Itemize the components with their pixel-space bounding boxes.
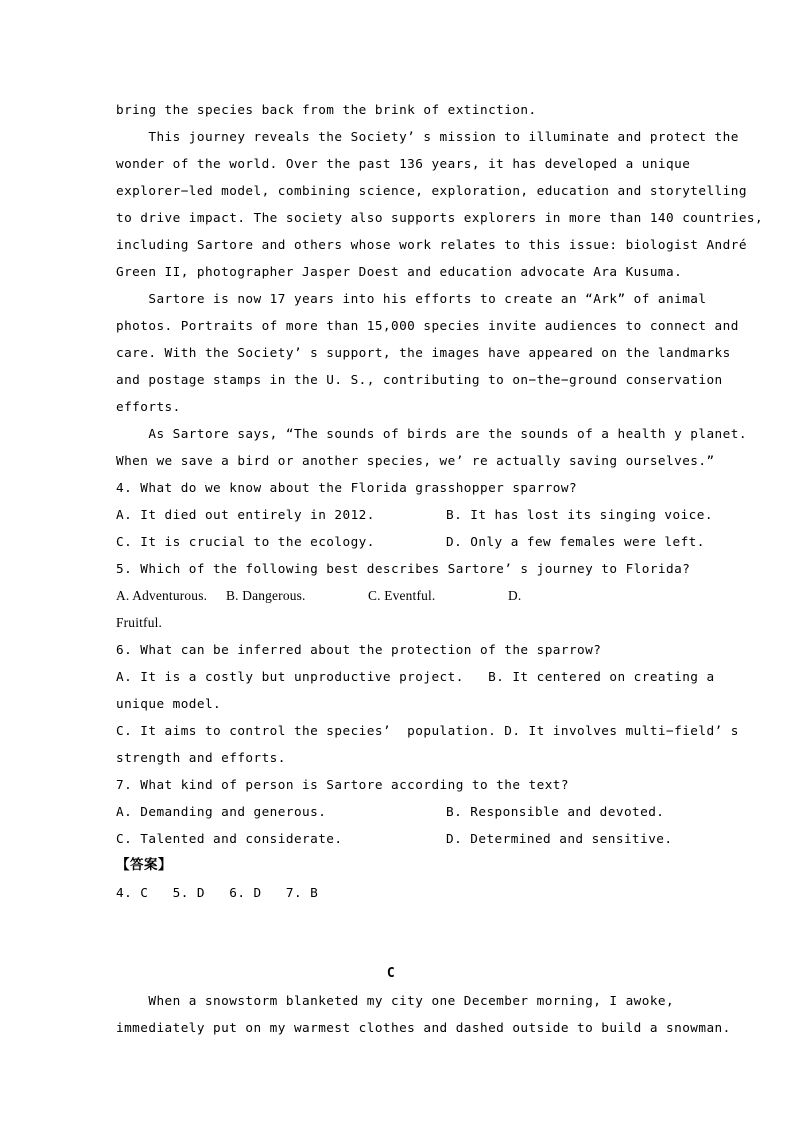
- answer-keys: 4. C 5. D 6. D 7. B: [116, 885, 319, 900]
- option-c[interactable]: C. Talented and considerate.: [116, 831, 343, 846]
- question-7-option-row-cd: [116, 825, 682, 852]
- passage-line: including Sartore and others whose work relates to this issue: biologist André: [116, 237, 747, 252]
- option-a[interactable]: A. Adventurous.: [116, 588, 208, 603]
- passage-line: This journey reveals the Society’ s mission to illuminate and protect the: [116, 129, 739, 144]
- question-6-stem: 6. What can be inferred about the protection of the sparrow?: [116, 642, 602, 657]
- passage-line: Sartore is now 17 years into his efforts to create an “Ark” of animal: [116, 291, 707, 306]
- passage-line: When we save a bird or another species, we’ re actually saving ourselves.”: [116, 453, 715, 468]
- option-d[interactable]: D.: [508, 588, 522, 603]
- passage-line: efforts.: [116, 399, 181, 414]
- passage-line: explorer−led model, combining science, exploration, education and storytelling: [116, 183, 747, 198]
- section-heading-c: [116, 960, 682, 987]
- passage-line: Green II, photographer Jasper Doest and education advocate Ara Kusuma.: [116, 264, 683, 279]
- question-6-options-line[interactable]: C. It aims to control the species’ population. D. It involves multi−field’ s: [116, 723, 739, 738]
- option-b[interactable]: B. Dangerous.: [226, 588, 306, 603]
- passage-line: photos. Portraits of more than 15,000 species invite audiences to connect and: [116, 318, 739, 333]
- passage-body: [116, 96, 764, 474]
- option-b[interactable]: B. Responsible and devoted.: [446, 804, 665, 819]
- option-b[interactable]: B. It has lost its singing voice.: [446, 507, 713, 522]
- passage-line: As Sartore says, “The sounds of birds are the sounds of a health y planet.: [116, 426, 747, 441]
- section-heading-label: C: [386, 966, 396, 981]
- question-5-stem: 5. Which of the following best describes Sartore’ s journey to Florida?: [116, 561, 691, 576]
- passage-line: wonder of the world. Over the past 136 years, it has developed a unique: [116, 156, 691, 171]
- question-4-option-row-ab: [116, 501, 713, 528]
- question-6-options-line[interactable]: unique model.: [116, 696, 222, 711]
- question-5-option-row: [116, 582, 682, 609]
- passage-line: care. With the Society’ s support, the images have appeared on the landmarks: [116, 345, 731, 360]
- section-c-line: immediately put on my warmest clothes and dashed outside to build a snowman.: [116, 1020, 731, 1035]
- option-a[interactable]: A. It died out entirely in 2012.: [116, 507, 375, 522]
- question-7-stem: 7. What kind of person is Sartore according to the text?: [116, 777, 569, 792]
- passage-line: to drive impact. The society also supports explorers in more than 140 countries,: [116, 210, 764, 225]
- option-c[interactable]: C. Eventful.: [368, 588, 436, 603]
- question-4-stem: 4. What do we know about the Florida grasshopper sparrow?: [116, 480, 578, 495]
- question-6-options-line[interactable]: A. It is a costly but unproductive project. B. It centered on creating a: [116, 669, 715, 684]
- option-d[interactable]: D. Only a few females were left.: [446, 534, 705, 549]
- page-content: [116, 96, 764, 1041]
- question-7-option-row-ab: [116, 798, 682, 825]
- question-6-options-line[interactable]: strength and efforts.: [116, 750, 286, 765]
- option-c[interactable]: C. It is crucial to the ecology.: [116, 534, 375, 549]
- question-4-option-row-cd: [116, 528, 705, 555]
- passage-line: bring the species back from the brink of extinction.: [116, 102, 537, 117]
- option-d[interactable]: D. Determined and sensitive.: [446, 831, 673, 846]
- answer-heading: 【答案】: [116, 857, 172, 873]
- option-a[interactable]: A. Demanding and generous.: [116, 804, 327, 819]
- passage-line: and postage stamps in the U. S., contributing to on−the−ground conservation: [116, 372, 723, 387]
- question-5-option-d-overflow[interactable]: Fruitful.: [116, 615, 163, 630]
- section-gap: [116, 906, 682, 960]
- section-c-line: When a snowstorm blanketed my city one December morning, I awoke,: [116, 993, 675, 1008]
